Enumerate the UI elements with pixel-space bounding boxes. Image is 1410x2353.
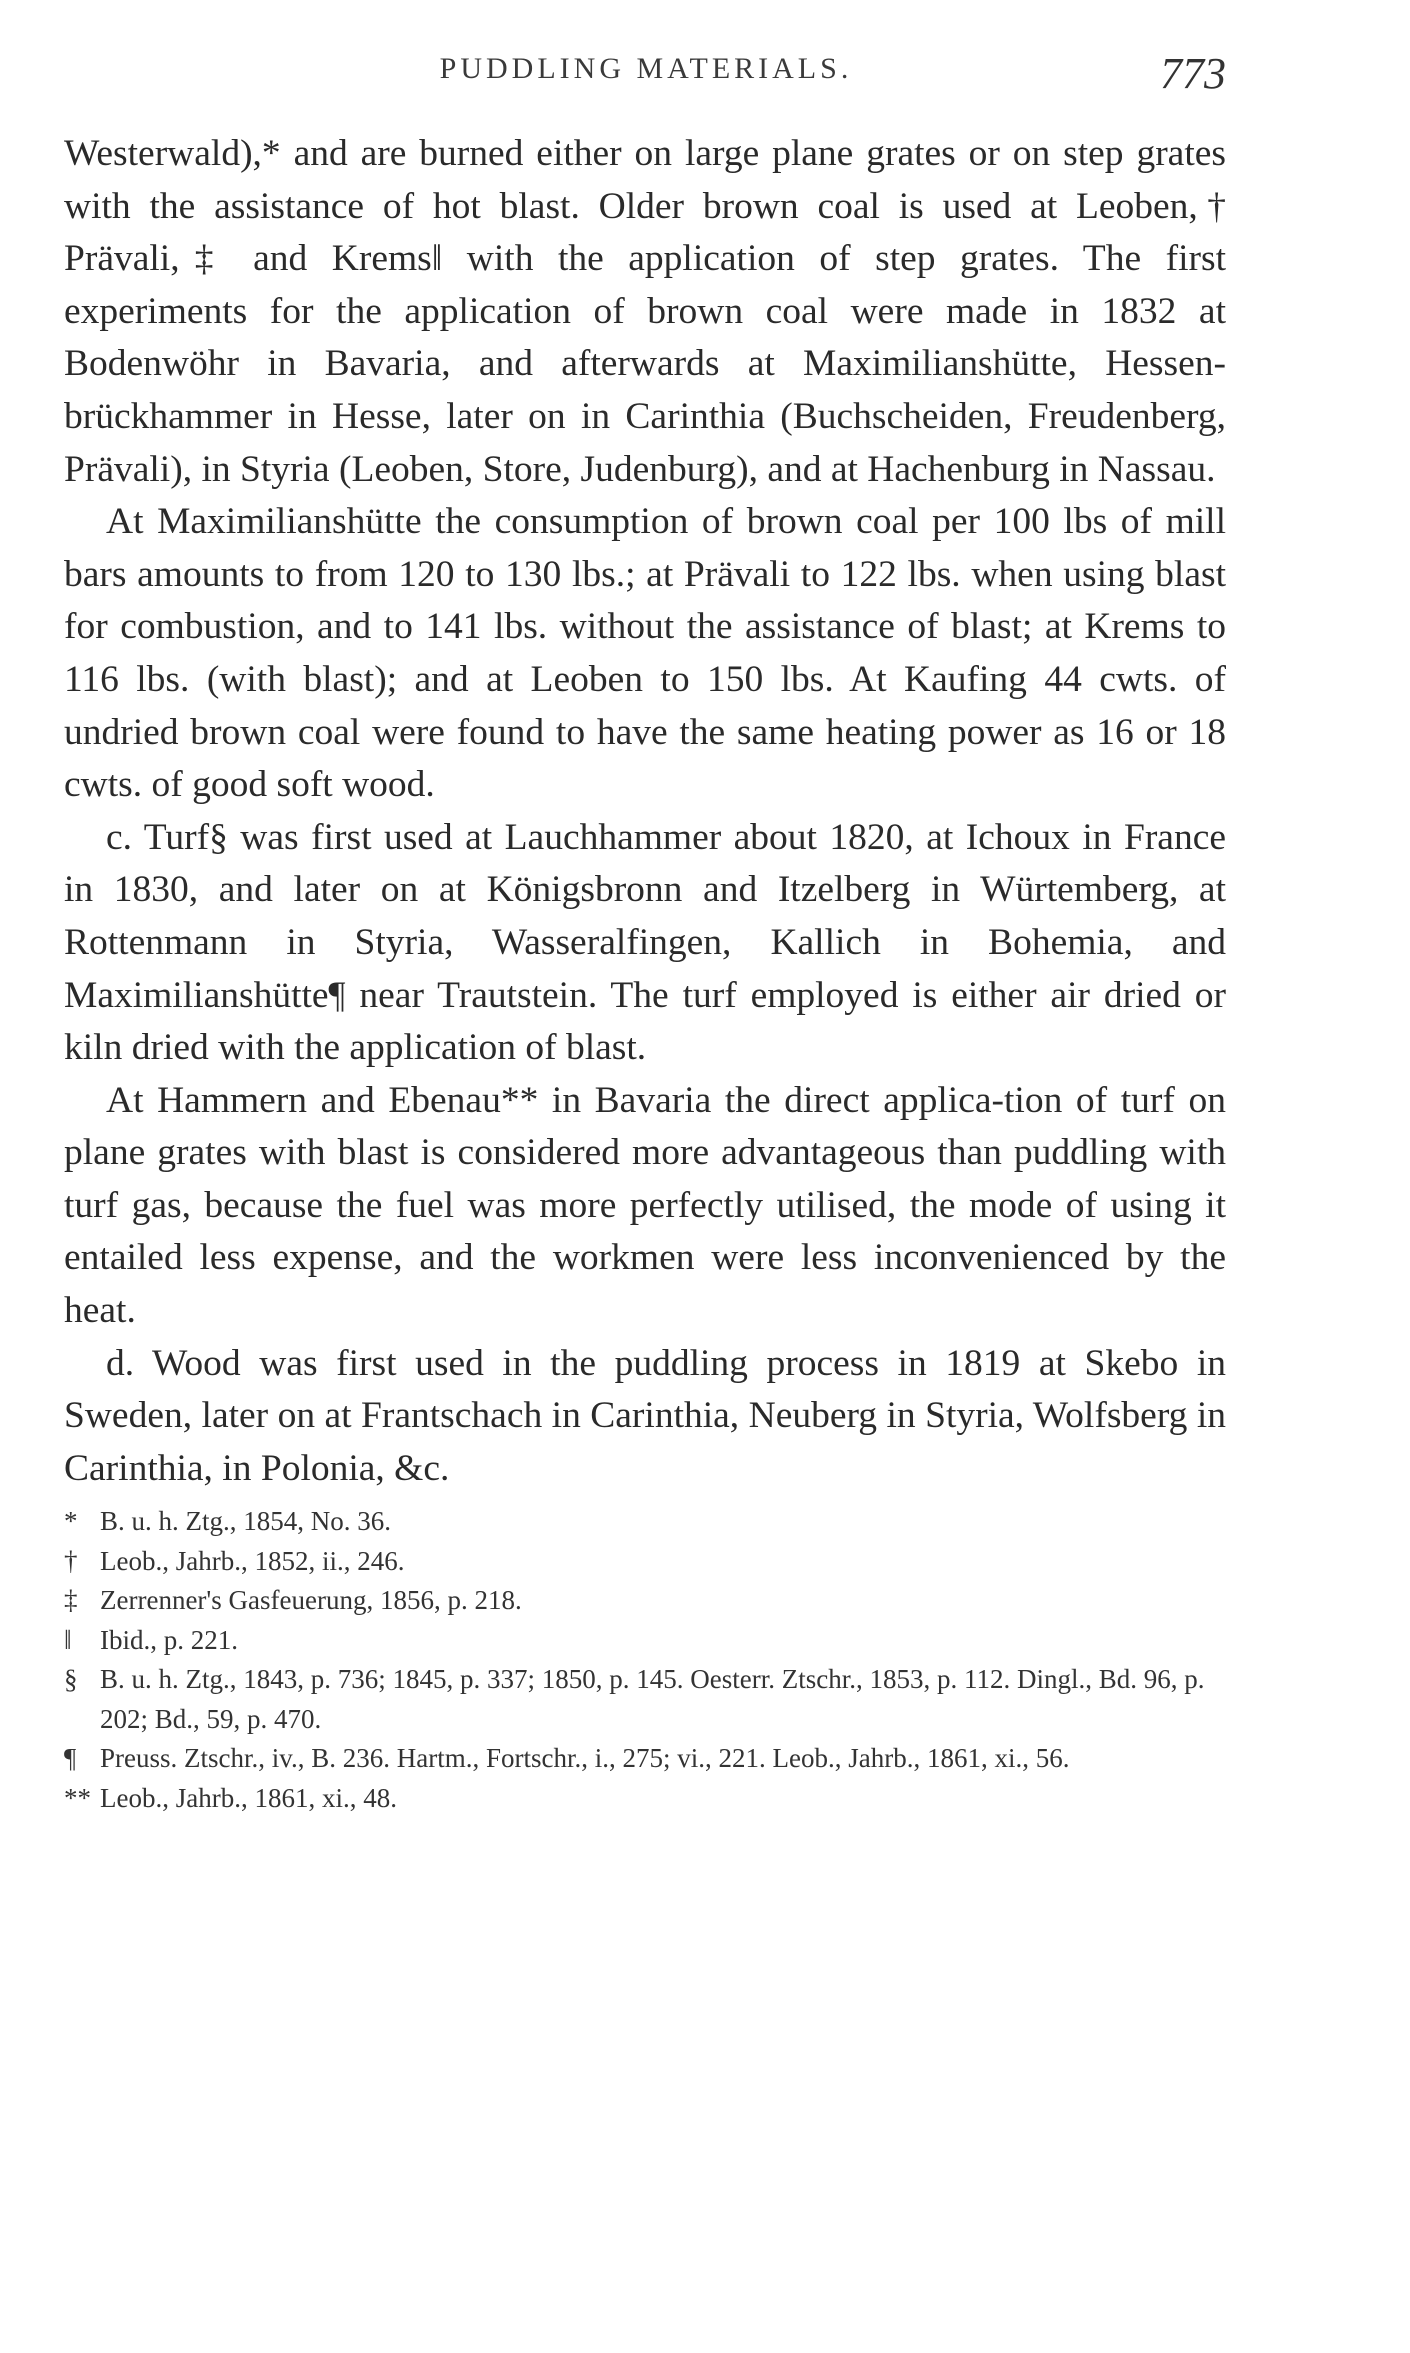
footnote bbox=[64, 1502, 1226, 1542]
page-header bbox=[66, 48, 1226, 108]
footnotes bbox=[64, 1502, 1226, 1818]
footnote-mark: † bbox=[64, 1545, 78, 1576]
footnote-text: Preuss. Ztschr., iv., B. 236. Hartm., Fortschr., i., 275; vi., 221. Leob., Jahrb., 1861, xi., 56. bbox=[100, 1743, 1070, 1773]
footnote-mark: * bbox=[64, 1506, 78, 1536]
footnote-text: Leob., Jahrb., 1861, xi., 48. bbox=[100, 1782, 397, 1813]
footnote bbox=[64, 1660, 1226, 1739]
footnote-text: Leob., Jahrb., 1852, ii., 246. bbox=[100, 1545, 405, 1576]
footnote bbox=[64, 1581, 1226, 1621]
paragraph: At Maximilianshütte the consumption of brown coal per 100 lbs of mill bars amounts to from 120 to 130 lbs.; at Prävali to 122 lbs. when using blast for combustion, and to 141 lbs. without the assistance of blast; at Krems to 116 lbs. (with blast); and at Leoben to 150 lbs. At Kaufing 44 cwts. of undried brown coal were found to have the same heating power as 16 or 18 cwts. of good soft wood. bbox=[64, 501, 1226, 806]
footnote-text: Ibid., p. 221. bbox=[100, 1624, 238, 1655]
paragraph: d. Wood was first used in the puddling process in 1819 at Skebo in Sweden, later on at Frantschach in Carinthia, Neuberg in Styria, Wolfsberg in Carinthia, in Polonia, &c. bbox=[64, 1342, 1226, 1489]
paragraph: At Hammern and Ebenau** in Bavaria the direct applica-tion of turf on plane grates with blast is considered more advantageous than puddling with turf gas, because the fuel was more perfectly utilised, the mode of using it entailed less expense, and the workmen were less inconvenienced by the heat. bbox=[64, 1079, 1226, 1332]
footnote-mark: ¶ bbox=[64, 1743, 77, 1773]
footnote bbox=[64, 1779, 1226, 1819]
paragraph: c. Turf§ was first used at Lauchhammer about 1820, at Ichoux in France in 1830, and later on at Königsbronn and Itzelberg in Würtemberg, at Rottenmann in Styria, Wasseralfingen, Kallich in Bohemia, and Maximilianshütte¶ near Trautstein. The turf employed is either air dried or kiln dried with the application of blast. bbox=[64, 816, 1226, 1069]
running-head: PUDDLING MATERIALS. bbox=[439, 52, 853, 85]
footnote bbox=[64, 1542, 1226, 1582]
footnote bbox=[64, 1621, 1226, 1661]
footnote-mark: § bbox=[64, 1664, 78, 1694]
footnote bbox=[64, 1739, 1226, 1779]
paragraph: Westerwald),* and are burned either on large plane grates or on step grates with the assistance of hot blast. Older brown coal is used at Leoben,† Prävali,‡ and Krems‖ with the application of step grates. The first experiments for the application of brown coal were made in 1832 at Bodenwöhr in Bavaria, and afterwards at Maximilianshütte, Hessen-brückhammer in Hesse, later on in Carinthia (Buchscheiden, Freudenberg, Prävali), in Styria (Leoben, Store, Judenburg), and at Hachenburg in Nassau. bbox=[64, 133, 1226, 490]
footnote-mark: ** bbox=[64, 1782, 91, 1813]
page-number: 773 bbox=[1160, 49, 1226, 98]
footnote-text: B. u. h. Ztg., 1854, No. 36. bbox=[100, 1506, 392, 1536]
footnote-text: B. u. h. Ztg., 1843, p. 736; 1845, p. 337; 1850, p. 145. Oesterr. Ztschr., 1853, p. 112. Dingl., Bd. 96, p. 202; Bd., 59, p. 470. bbox=[100, 1664, 1205, 1734]
footnote-mark: ‖ bbox=[64, 1624, 72, 1655]
footnote-mark: ‡ bbox=[64, 1585, 78, 1615]
footnote-text: Zerrenner's Gasfeuerung, 1856, p. 218. bbox=[100, 1585, 522, 1615]
body-text bbox=[64, 128, 1226, 1495]
